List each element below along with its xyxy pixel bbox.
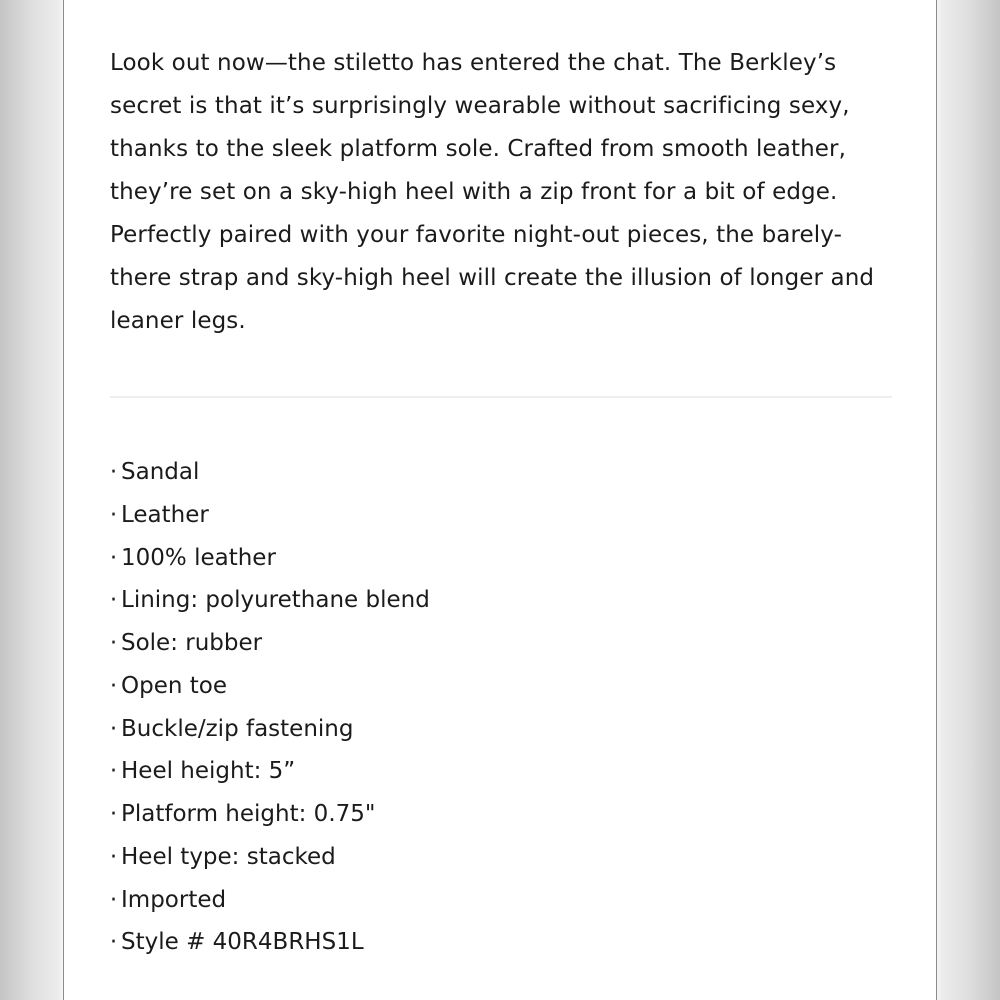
bullet-icon: · [109,672,118,699]
bullet-icon: · [109,544,118,571]
bullet-icon: · [109,886,118,913]
feature-item [106,579,430,622]
feature-item [106,921,430,964]
feature-text: 100% leather [121,544,276,571]
bullet-icon: · [109,715,118,742]
bullet-icon: · [109,843,118,870]
feature-item [106,537,430,580]
feature-list [106,451,430,964]
bullet-icon: · [109,801,118,827]
feature-item [106,879,430,922]
feature-text: Imported [121,886,227,913]
bullet-icon: · [109,929,118,956]
feature-item [106,494,430,537]
feature-text: Lining: polyurethane blend [121,587,430,614]
bullet-icon: · [109,758,118,785]
product-description: Look out now—the stiletto has entered the chat. The Berkley’s secret is that it’s surprisingly wearable without sacrificing sexy, thanks to the sleek platform sole. Crafted from smooth leather, they’re set on a sky-high heel with a zip front for a bit of edge. Perfectly paired with your favorite night-out pieces, the barely-there strap and sky-high heel will create the illusion of longer and leaner legs. [110,50,875,334]
feature-text: Leather [121,501,209,528]
feature-item [106,836,430,879]
product-description-card [63,0,937,1000]
feature-text: Heel height: 5” [121,758,296,785]
feature-item [106,793,430,836]
feature-item [106,622,430,665]
feature-text: Heel type: stacked [121,843,336,870]
bullet-icon: · [109,587,118,614]
feature-text: Style # 40R4BRHS1L [121,929,364,956]
feature-text: Open toe [121,672,227,699]
feature-text: Sandal [121,459,200,485]
bullet-icon: · [109,501,118,528]
feature-text: Sole: rubber [121,630,263,656]
bullet-icon: · [109,459,118,485]
bullet-icon: · [109,630,118,656]
feature-item [106,750,430,793]
section-divider [110,396,892,398]
feature-item [106,451,430,494]
feature-item [106,708,430,751]
feature-text: Buckle/zip fastening [121,715,354,742]
feature-item [106,665,430,708]
feature-text: Platform height: 0.75" [121,801,376,827]
